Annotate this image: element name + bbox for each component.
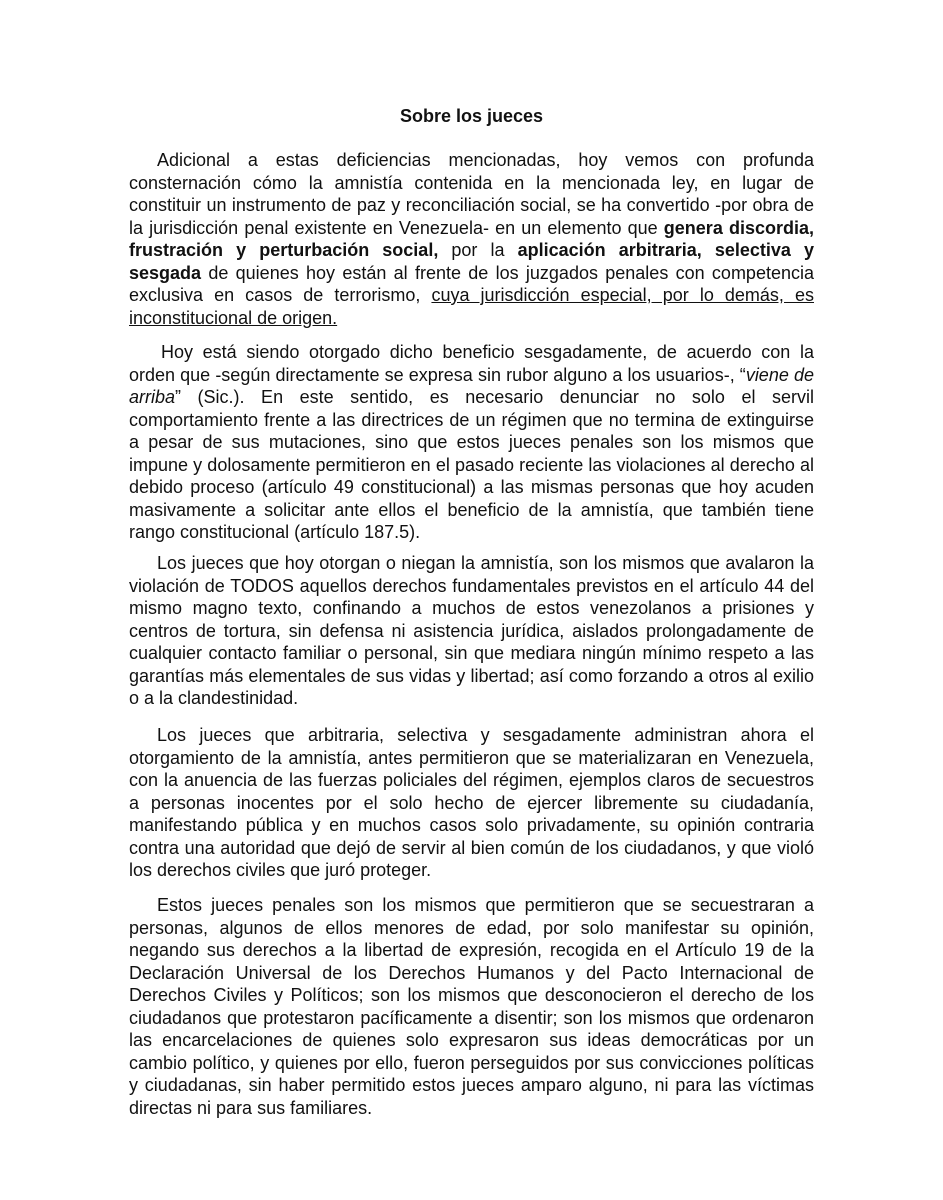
paragraph-1-text-a: Adicional a estas deficiencias mencionadas, hoy vemos con profunda consternación cómo la amnistía contenida en la mencionada ley, en lugar de constituir un instrumento de paz y reconciliación social, se ha convertido -por obra de la jurisdicción penal existente en Venezuela- en un elemento que — [129, 150, 814, 238]
paragraph-1-underlined: cuya jurisdicción especial, por lo demás, es inconstitucional de origen. — [129, 285, 814, 328]
paragraph-5: Estos jueces penales son los mismos que permitieron que se secuestraran a personas, algunos de ellos menores de edad, por solo manifestar su opinión, negando sus derechos a la libertad de expresión, recogida en el Artículo 19 de la Declaración Universal de los Derechos Humanos y del Pacto Internacional de Derechos Civiles y Políticos; son los mismos que desconocieron el derecho de los ciudadanos que protestaron pacíficamente a disentir; son los mismos que ordenaron las encarcelaciones de quienes solo expresaron sus ideas democráticas por un cambio político, y quienes por ello, fueron perseguidos por sus convicciones políticas y ciudadanas, sin haber permitido estos jueces amparo alguno, ni para las víctimas directas ni para sus familiares. — [129, 895, 814, 1118]
paragraph-1-text-c: de quienes hoy están al frente de los juzgados penales con competencia exclusiva en casos de terrorismo, — [129, 262, 814, 305]
paragraph-3: Los jueces que hoy otorgan o niegan la amnistía, son los mismos que avalaron la violación de TODOS aquellos derechos fundamentales previstos en el artículo 44 del mismo magno texto, confinando a muchos de estos venezolanos a prisiones y centros de tortura, sin defensa ni asistencia jurídica, aislados prolongadamente de cualquier contacto familiar o personal, sin que mediara ningún mínimo respeto a las garantías más elementales de sus vidas y libertad; así como forzando a otros al exilio o a la clandestinidad. — [129, 553, 814, 708]
paragraph-2-text-b: ” (Sic.). En este sentido, es necesario denunciar no solo el servil comportamiento frente a las directrices de un régimen que no termina de extinguirse a pesar de sus mutaciones, sino que estos jueces penales son los mismos que impune y dolosamente permitieron en el pasado reciente las violaciones al derecho al debido proceso (artículo 49 constitucional) a las mismas personas que hoy acuden masivamente a solicitar ante ellos el beneficio de la amnistía, que también tiene rango constitucional (artículo 187.5). — [129, 387, 814, 542]
paragraph-2-italic: viene de arriba — [129, 364, 814, 407]
document-title: Sobre los jueces — [399, 106, 544, 126]
paragraph-1-bold-b: aplicación arbitraria, selectiva y sesgada — [129, 240, 814, 283]
paragraph-1 — [129, 149, 814, 329]
paragraph-4: Los jueces que arbitraria, selectiva y sesgadamente administran ahora el otorgamiento de la amnistía, antes permitieron que se materializaran en Venezuela, con la anuencia de las fuerzas policiales del régimen, ejemplos claros de secuestros a personas inocentes por el solo hecho de ejercer libremente su ciudadanía, manifestando pública y en muchos casos solo privadamente, su opinión contraria contra una autoridad que dejó de servir al bien común de los ciudadanos, y que violó los derechos civiles que juró proteger. — [129, 725, 814, 880]
paragraph-1-bold-a: genera discordia, frustración y perturbación social, — [129, 217, 814, 260]
paragraph-1-text-b: por la — [438, 240, 518, 260]
paragraph-2-text-a: Hoy está siendo otorgado dicho beneficio sesgadamente, de acuerdo con la orden que -según directamente se expresa sin rubor alguno a los usuarios-, “ — [129, 342, 814, 385]
paragraph-2 — [129, 341, 814, 544]
